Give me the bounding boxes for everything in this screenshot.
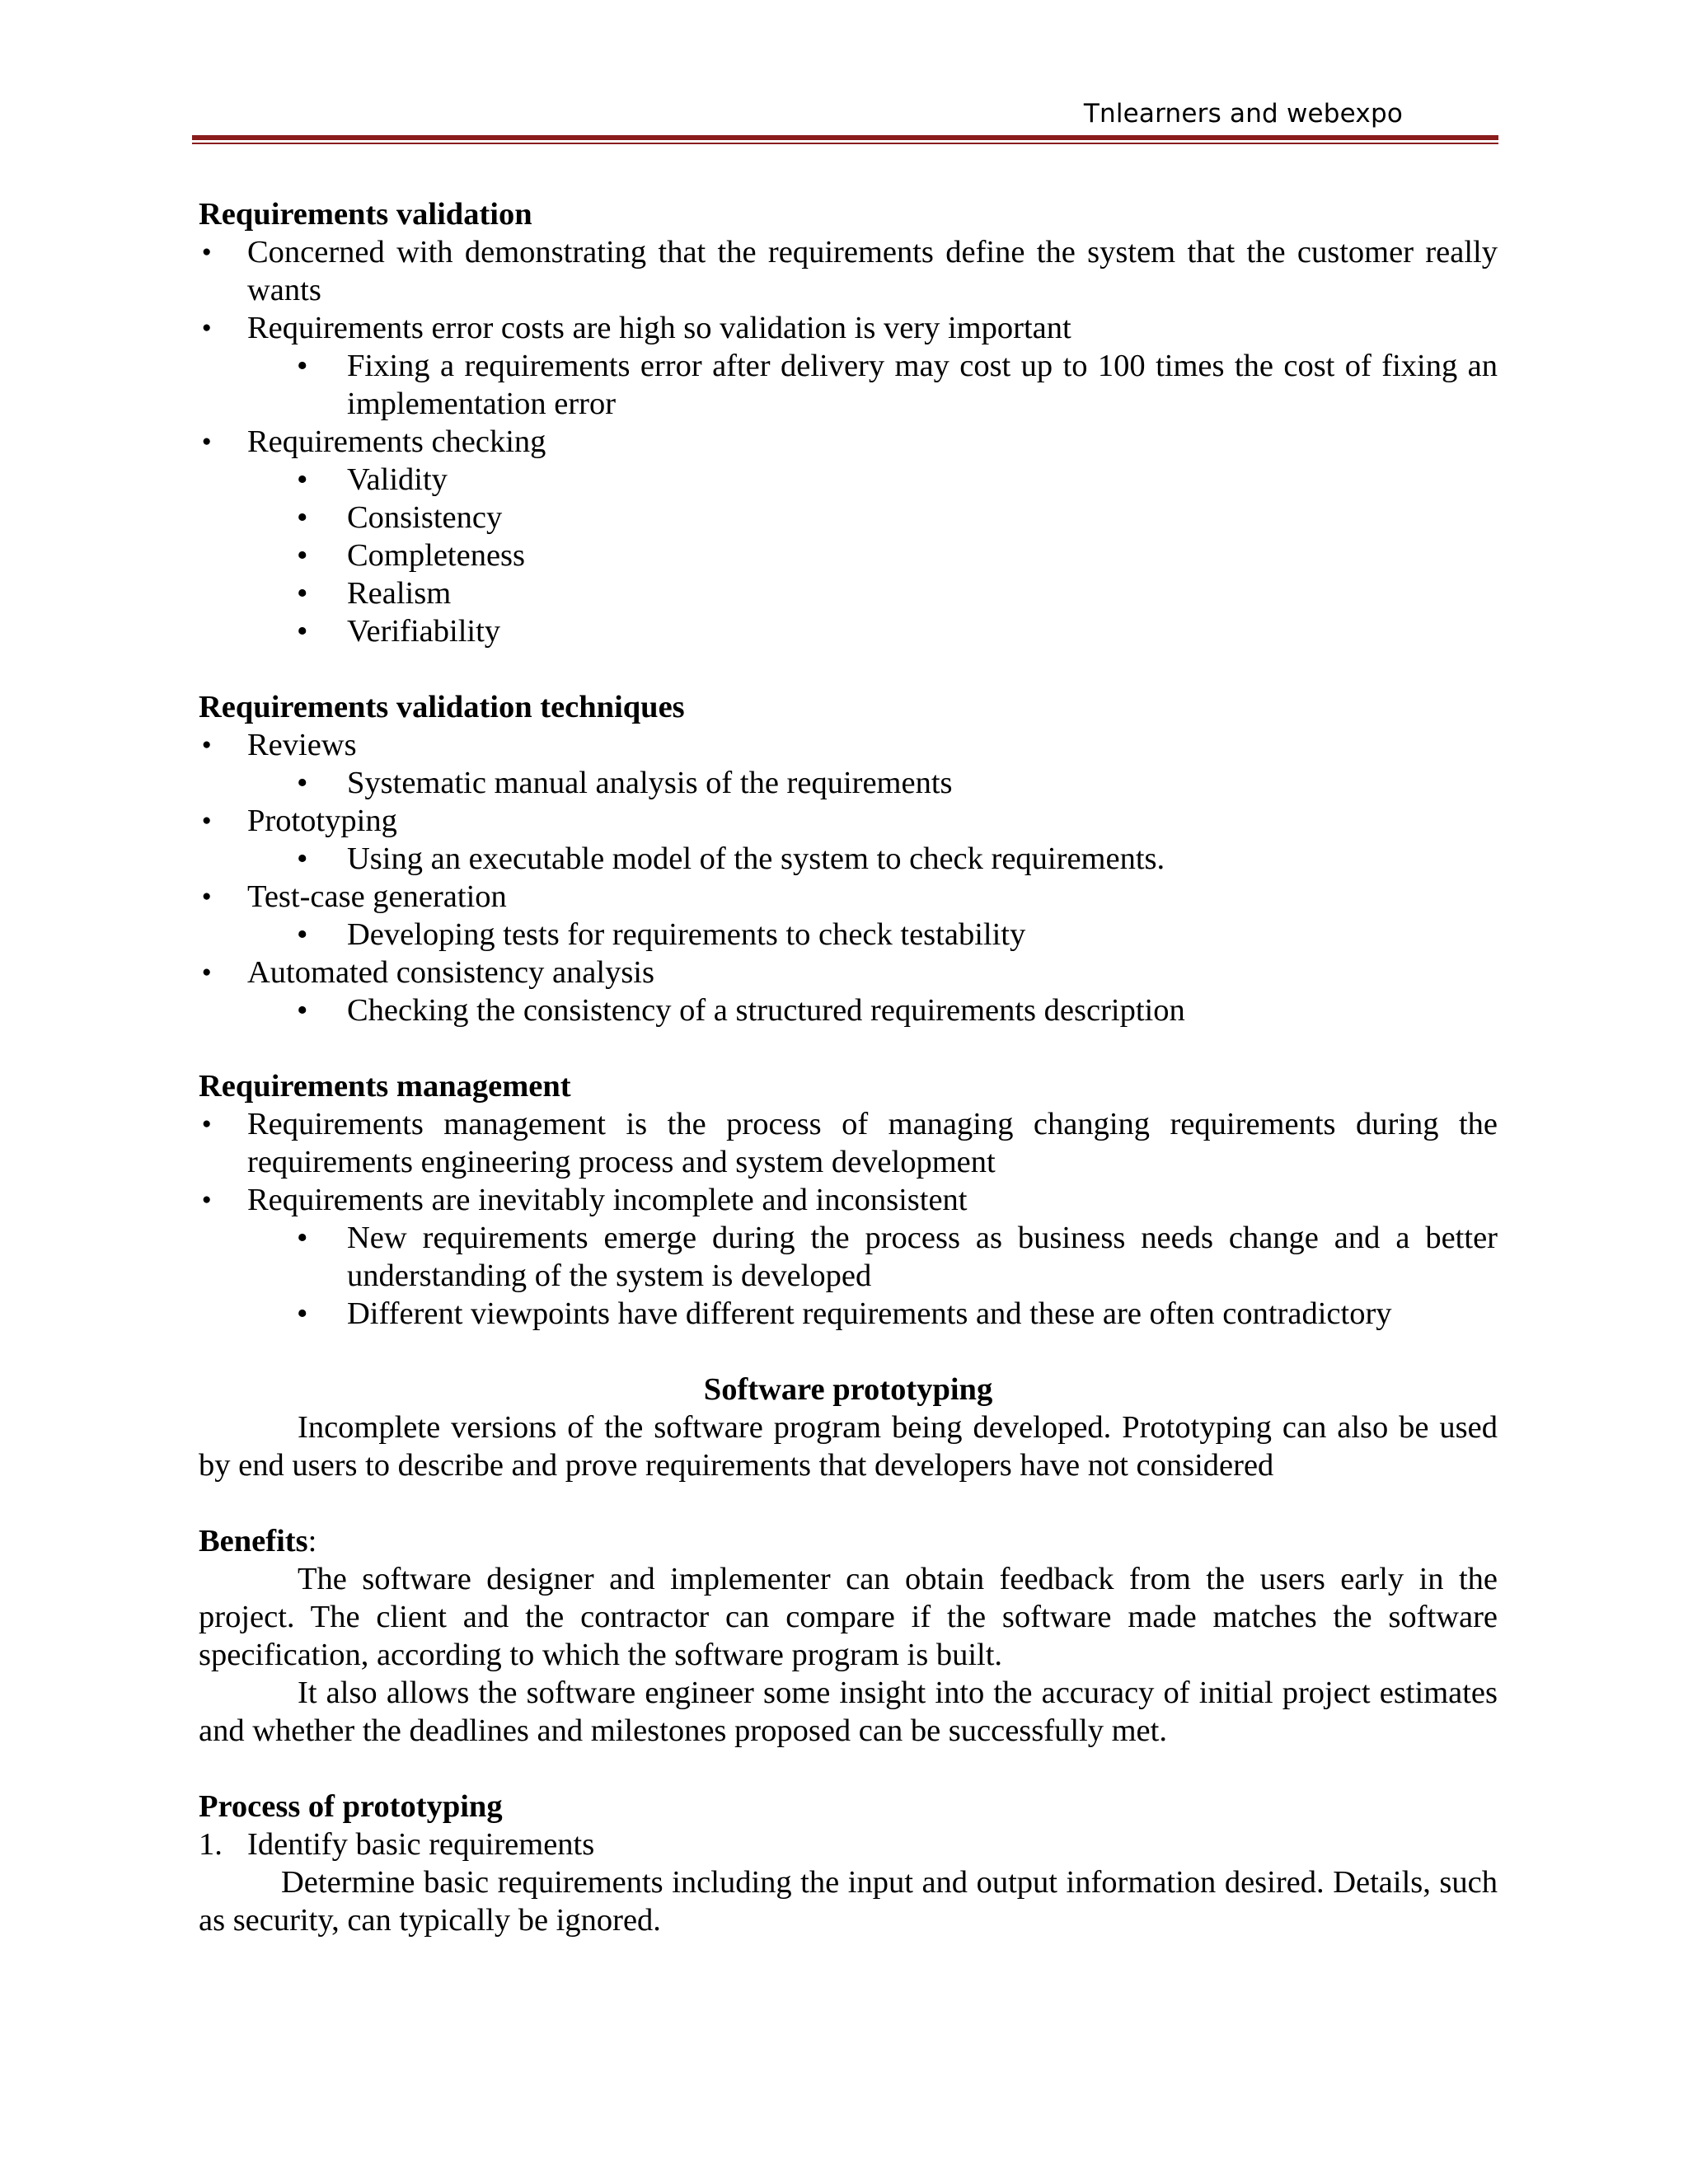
bullet-item: ● Test-case generation	[199, 878, 1498, 916]
page-header-title: Tnlearners and webexpo	[1083, 99, 1403, 129]
spacer	[199, 1333, 1498, 1371]
heading-software-prototyping: Software prototyping	[703, 1372, 993, 1407]
heading-validation-techniques: Requirements validation techniques	[199, 690, 685, 724]
paragraph: It also allows the software engineer some insight into the accuracy of initial project estimates and whether the deadlines and milestones proposed can be successfully met.	[199, 1675, 1498, 1748]
sub-bullet-item: • Verifiability	[199, 612, 1498, 650]
bullet-item: ● Concerned with demonstrating that the requirements define the system that the customer really wants	[199, 233, 1498, 309]
item-text: Identify basic requirements	[247, 1827, 595, 1862]
sub-bullet-item: • Completeness	[199, 537, 1498, 574]
header-rule-thin	[192, 143, 1498, 144]
spacer	[199, 650, 1498, 688]
item-number: 1.	[199, 1827, 223, 1862]
paragraph: Incomplete versions of the software program being developed. Prototyping can also be used by end users to describe and prove requirements that developers have not considered	[199, 1410, 1498, 1483]
sub-bullet-item: • Consistency	[199, 499, 1498, 537]
sub-bullet-item: • Realism	[199, 574, 1498, 612]
paragraph: Determine basic requirements including the input and output information desired. Details, such as security, can typically be ignored.	[199, 1865, 1498, 1938]
sub-bullet-item: • Different viewpoints have different requirements and these are often contradictory	[199, 1295, 1498, 1333]
numbered-item	[199, 1825, 1498, 1863]
heading-benefits: Benefits	[199, 1524, 308, 1558]
spacer	[199, 1750, 1498, 1788]
sub-bullet-item: • Systematic manual analysis of the requirements	[199, 764, 1498, 802]
spacer	[199, 1484, 1498, 1522]
benefits-heading-line	[199, 1522, 1498, 1560]
bullet-item: ● Requirements error costs are high so validation is very important	[199, 309, 1498, 347]
heading-process-of-prototyping: Process of prototyping	[199, 1789, 503, 1824]
sub-bullet-item: • Using an executable model of the system to check requirements.	[199, 840, 1498, 878]
sub-bullet-item: • Fixing a requirements error after delivery may cost up to 100 times the cost of fixing an implementation error	[199, 347, 1498, 423]
sub-bullet-item: • Developing tests for requirements to check testability	[199, 916, 1498, 954]
sub-bullet-item: • Checking the consistency of a structured requirements description	[199, 991, 1498, 1029]
sub-bullet-item: • Validity	[199, 461, 1498, 499]
paragraph: The software designer and implementer can obtain feedback from the users early in the project. The client and the contractor can compare if the software made matches the software specification, according to which the software program is built.	[199, 1562, 1498, 1672]
page-content	[199, 195, 1498, 1939]
heading-colon: :	[307, 1524, 317, 1558]
header-rule-thick	[192, 135, 1498, 140]
sub-bullet-item: • New requirements emerge during the process as business needs change and a better understanding of the system is developed	[199, 1219, 1498, 1295]
bullet-item: ● Reviews	[199, 726, 1498, 764]
heading-requirements-management: Requirements management	[199, 1069, 571, 1104]
heading-requirements-validation: Requirements validation	[199, 197, 532, 232]
bullet-item: ● Requirements checking	[199, 423, 1498, 461]
bullet-item: ● Prototyping	[199, 802, 1498, 840]
spacer	[199, 1029, 1498, 1067]
bullet-item: ● Requirements are inevitably incomplete and inconsistent	[199, 1181, 1498, 1219]
bullet-item: ● Automated consistency analysis	[199, 954, 1498, 991]
bullet-item: ● Requirements management is the process of managing changing requirements during the requirements engineering process and system development	[199, 1105, 1498, 1181]
